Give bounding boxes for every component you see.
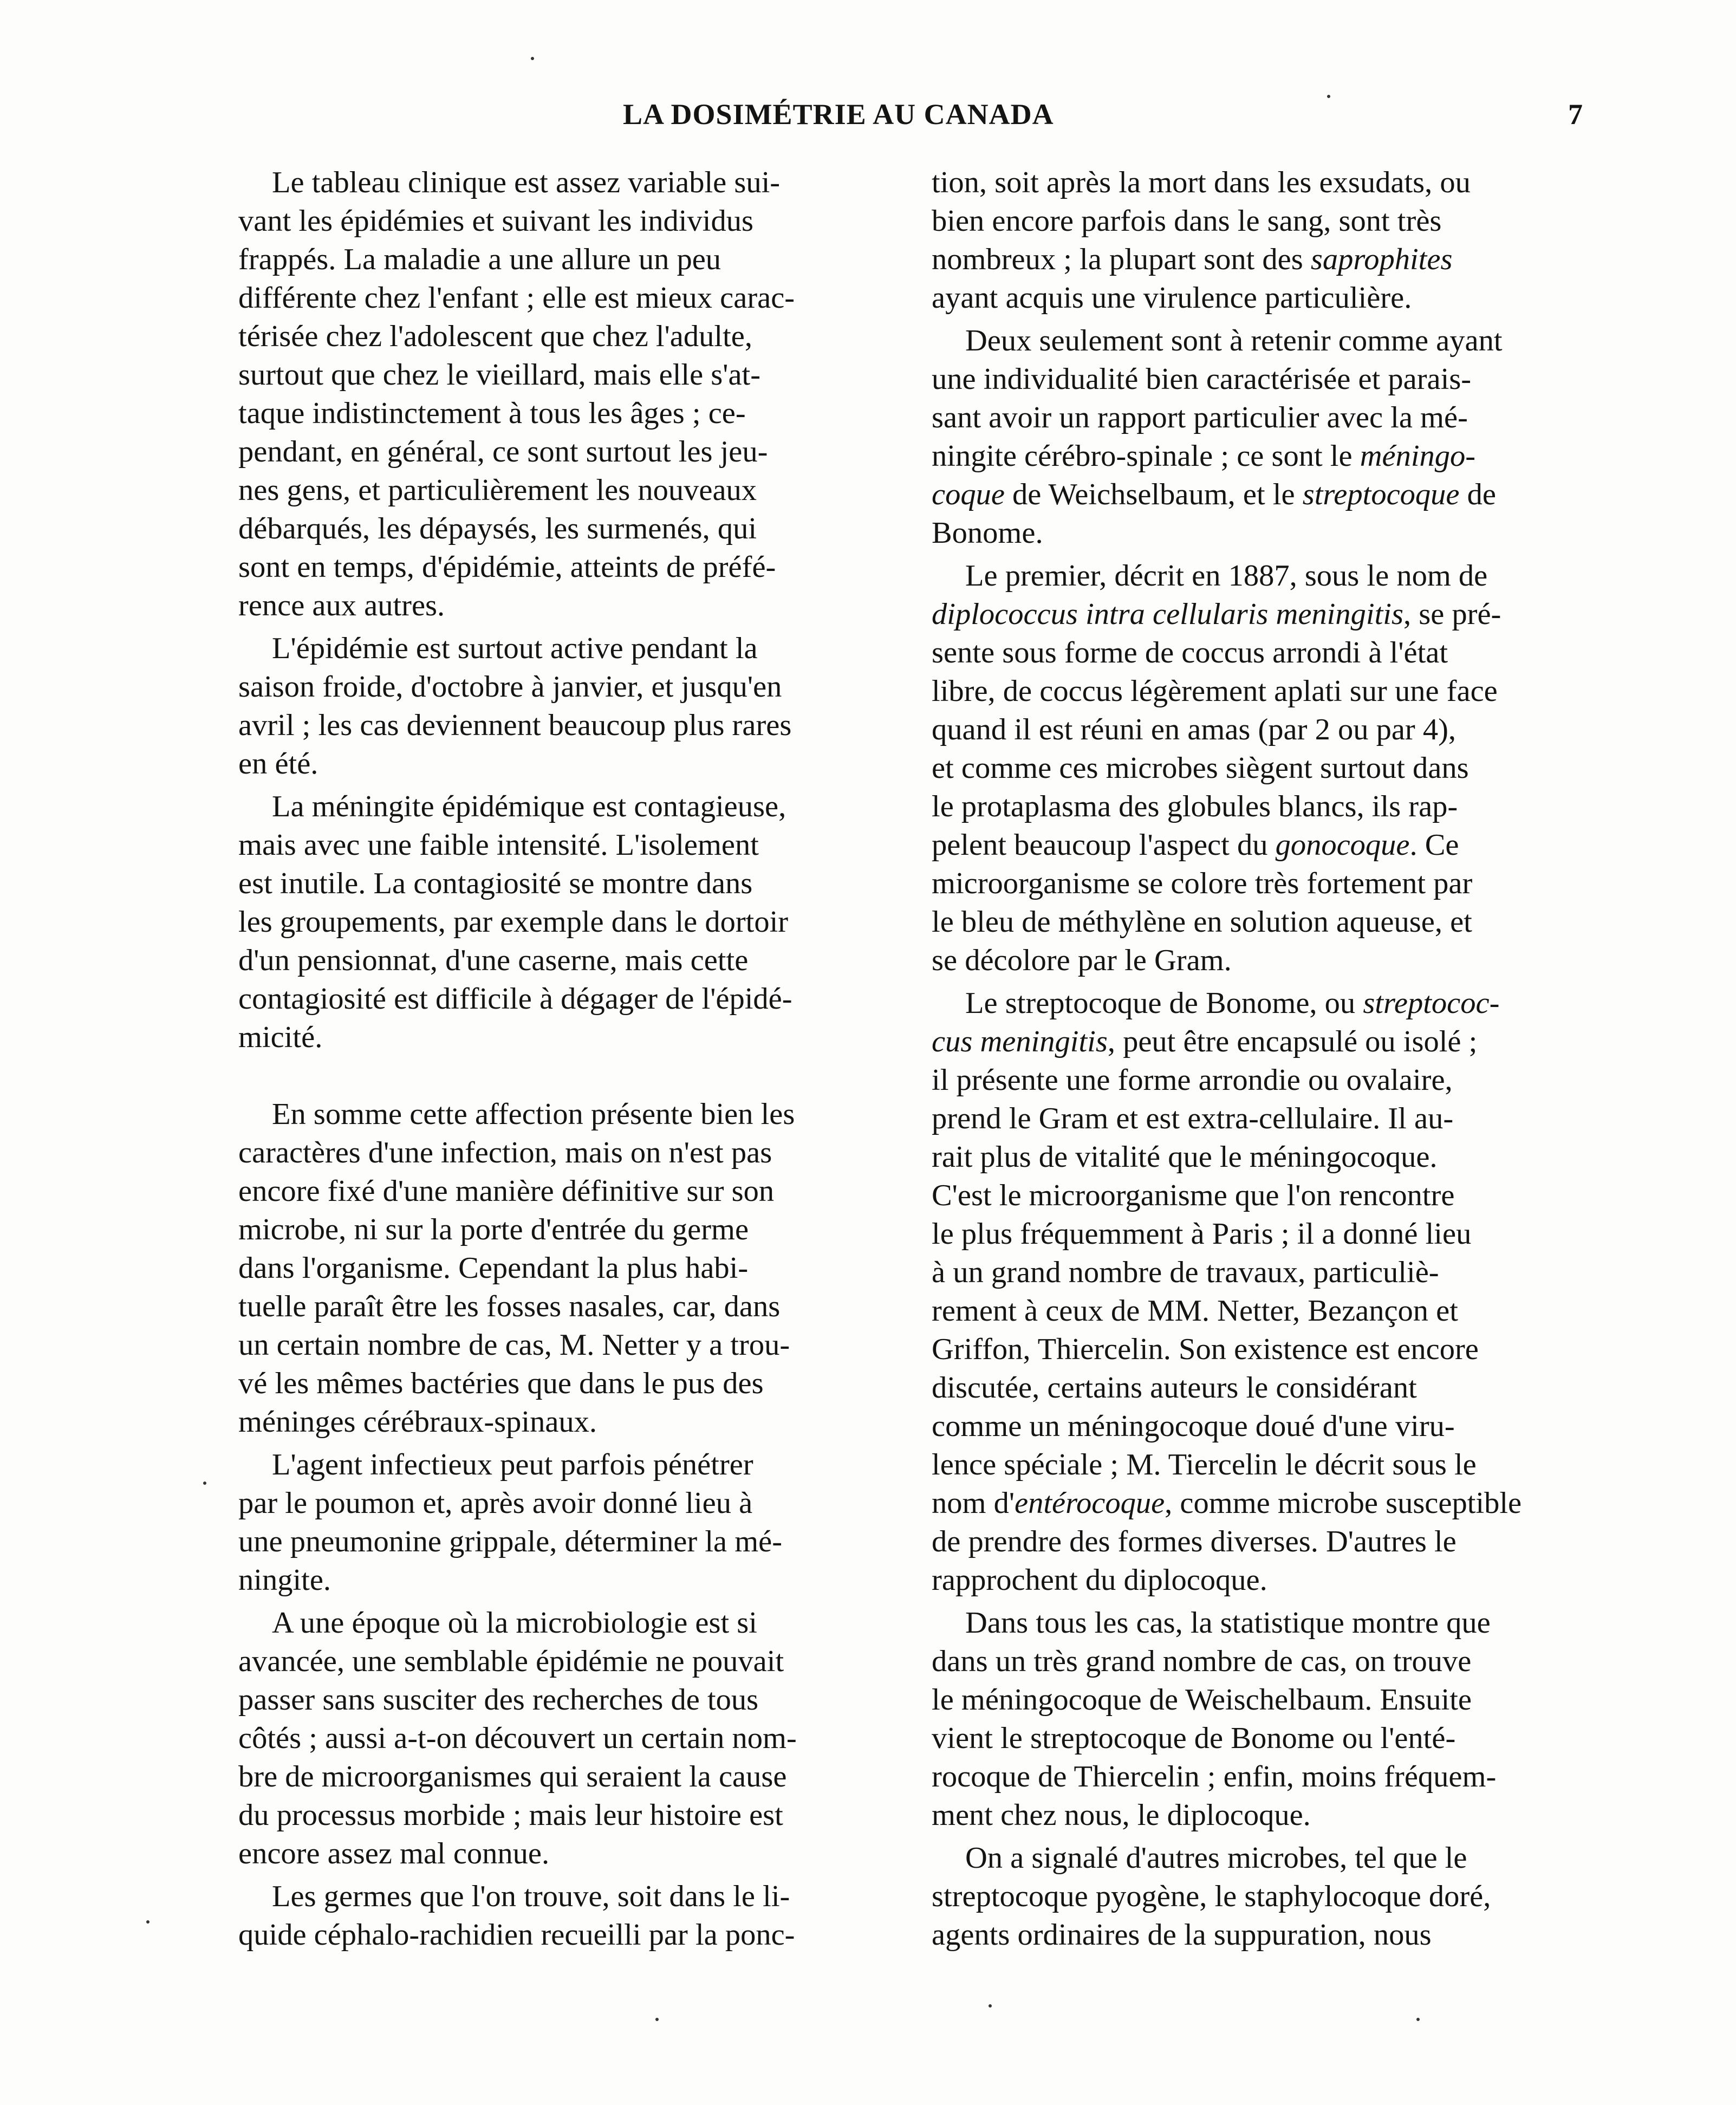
text-line: frappés. La maladie a une allure un peu — [238, 243, 721, 276]
text-line: le plus fréquemment à Paris ; il a donné lieu — [932, 1217, 1472, 1251]
text-line: agents ordinaires de la suppuration, nous — [932, 1918, 1432, 1952]
text-line: une pneumonine grippale, déterminer la mé- — [238, 1525, 783, 1558]
italic-term: diplococcus intra cellularis meningitis — [932, 597, 1403, 631]
text-line: C'est le microorganisme que l'on rencontre — [932, 1179, 1455, 1212]
text-line: dans un très grand nombre de cas, on trouve — [932, 1645, 1472, 1678]
text-line: Deux seulement sont à retenir comme ayant — [965, 324, 1503, 358]
text-run: de Weichselbaum, et le — [1004, 478, 1303, 511]
text-line: tuelle paraît être les fosses nasales, car, dans — [238, 1290, 781, 1323]
text-line: discutée, certains auteurs le considérant — [932, 1371, 1417, 1405]
text-line: Bonome. — [932, 516, 1043, 550]
running-head: LA DOSIMÉTRIE AU CANADA — [623, 98, 1054, 131]
text-line: d'un pensionnat, d'une caserne, mais cette — [238, 944, 749, 977]
right-column — [932, 164, 1586, 1954]
italic-term: saprophites — [1310, 243, 1453, 276]
text-line: vient le streptocoque de Bonome ou l'enté- — [932, 1721, 1456, 1755]
text-line — [932, 437, 1586, 476]
text-line: microorganisme se colore très fortement par — [932, 867, 1473, 900]
text-line: saison froide, d'octobre à janvier, et jusqu'en — [238, 670, 782, 704]
text-line: En somme cette affection présente bien les — [272, 1097, 795, 1131]
scan-speck — [655, 2018, 659, 2021]
text-run: , comme microbe susceptible — [1165, 1486, 1522, 1520]
text-run: , peut être encapsulé ou isolé ; — [1107, 1025, 1478, 1058]
text-line: Griffon, Thiercelin. Son existence est encore — [932, 1333, 1479, 1366]
text-line — [932, 241, 1586, 279]
text-line: avril ; les cas deviennent beaucoup plus rares — [238, 709, 792, 742]
italic-term: coque — [932, 478, 1005, 511]
scan-speck — [146, 1920, 149, 1924]
text-line — [932, 1023, 1586, 1061]
text-line: rait plus de vitalité que le méningocoque. — [932, 1140, 1438, 1174]
page-number: 7 — [1568, 98, 1583, 131]
text-line: en été. — [238, 747, 318, 781]
text-line: le bleu de méthylène en solution aqueuse, et — [932, 905, 1472, 939]
text-line: est inutile. La contagiosité se montre dans — [238, 867, 753, 900]
text-line: vé les mêmes bactéries que dans le pus des — [238, 1367, 764, 1400]
text-line: L'épidémie est surtout active pendant la — [272, 632, 758, 665]
text-line: encore fixé d'une manière définitive sur son — [238, 1174, 775, 1208]
text-line: côtés ; aussi a-t-on découvert un certain nom- — [238, 1721, 797, 1755]
scan-speck — [203, 1482, 206, 1485]
text-line: méninges cérébraux-spinaux. — [238, 1405, 597, 1439]
text-run: Le streptocoque de Bonome, ou — [965, 986, 1363, 1020]
text-line: rement à ceux de MM. Netter, Bezançon et — [932, 1294, 1458, 1328]
text-run: pelent beaucoup l'aspect du — [932, 828, 1276, 862]
text-line: rence aux autres. — [238, 589, 445, 622]
text-line: encore assez mal connue. — [238, 1837, 550, 1870]
text-line: A une époque où la microbiologie est si — [272, 1606, 757, 1640]
text-line: contagiosité est difficile à dégager de l'épidé- — [238, 982, 792, 1016]
text-line: le protaplasma des globules blancs, ils rap- — [932, 790, 1458, 823]
text-line: débarqués, les dépaysés, les surmenés, qui — [238, 512, 757, 545]
text-line: mais avec une faible intensité. L'isolement — [238, 828, 759, 862]
text-line: nes gens, et particulièrement les nouveaux — [238, 473, 757, 507]
text-line: passer sans susciter des recherches de tous — [238, 1683, 759, 1717]
text-run: nom d' — [932, 1486, 1015, 1520]
text-line: de prendre des formes diverses. D'autres le — [932, 1525, 1457, 1558]
italic-term: streptococ- — [1363, 986, 1500, 1020]
text-line: streptocoque pyogène, le staphylocoque doré, — [932, 1880, 1491, 1913]
text-line: différente chez l'enfant ; elle est mieux carac- — [238, 281, 795, 315]
text-line: le méningocoque de Weischelbaum. Ensuite — [932, 1683, 1472, 1717]
text-run: . Ce — [1409, 828, 1459, 862]
text-line: térisée chez l'adolescent que chez l'adulte, — [238, 320, 752, 353]
italic-term: streptocoque — [1302, 478, 1460, 511]
text-line: bien encore parfois dans le sang, sont très — [932, 204, 1442, 238]
text-line: Le premier, décrit en 1887, sous le nom de — [965, 559, 1488, 593]
text-line — [932, 1484, 1586, 1523]
scan-speck — [531, 57, 534, 60]
scan-speck — [989, 2004, 992, 2007]
text-line: bre de microorganismes qui seraient la cause — [238, 1760, 787, 1794]
text-line: et comme ces microbes siègent surtout dans — [932, 751, 1469, 785]
text-line: libre, de coccus légèrement aplati sur une face — [932, 674, 1498, 708]
text-run: , se pré- — [1403, 597, 1501, 631]
text-line: micité. — [238, 1021, 323, 1054]
text-line: un certain nombre de cas, M. Netter y a trou- — [238, 1328, 790, 1362]
text-line: ayant acquis une virulence particulière. — [932, 281, 1412, 315]
text-line: caractères d'une infection, mais on n'est pas — [238, 1136, 772, 1170]
text-line: quide céphalo-rachidien recueilli par la ponc- — [238, 1918, 795, 1952]
text-line — [932, 595, 1586, 634]
left-column — [238, 164, 893, 1954]
text-line: sente sous forme de coccus arrondi à l'état — [932, 636, 1448, 670]
text-line: avancée, une semblable épidémie ne pouvait — [238, 1645, 784, 1678]
scan-speck — [1416, 2018, 1420, 2021]
text-line: une individualité bien caractérisée et parais- — [932, 362, 1472, 396]
text-line: comme un méningocoque doué d'une viru- — [932, 1409, 1455, 1443]
text-line: dans l'organisme. Cependant la plus habi- — [238, 1251, 749, 1285]
scan-speck — [1327, 95, 1330, 98]
italic-term: cus meningitis — [932, 1025, 1108, 1058]
text-line: vant les épidémies et suivant les individus — [238, 204, 753, 238]
text-run: de — [1459, 478, 1496, 511]
text-line: surtout que chez le vieillard, mais elle s'at- — [238, 358, 761, 392]
text-line: tion, soit après la mort dans les exsudats, ou — [932, 166, 1471, 199]
text-line: sant avoir un rapport particulier avec la mé- — [932, 401, 1468, 434]
text-line: sont en temps, d'épidémie, atteints de préfé- — [238, 550, 776, 584]
text-line: ningite. — [238, 1563, 331, 1597]
italic-term: gonocoque — [1275, 828, 1410, 862]
text-line: Le tableau clinique est assez variable sui- — [272, 166, 781, 199]
text-line: La méningite épidémique est contagieuse, — [272, 790, 786, 823]
text-line: se décolore par le Gram. — [932, 944, 1232, 977]
text-line: il présente une forme arrondie ou ovalaire, — [932, 1063, 1453, 1097]
text-line: Les germes que l'on trouve, soit dans le li- — [272, 1880, 790, 1913]
text-line: microbe, ni sur la porte d'entrée du germe — [238, 1213, 749, 1246]
text-line: quand il est réuni en amas (par 2 ou par 4), — [932, 713, 1457, 746]
text-run: nombreux ; la plupart sont des — [932, 243, 1311, 276]
text-line: On a signalé d'autres microbes, tel que le — [965, 1841, 1467, 1875]
text-line: lence spéciale ; M. Tiercelin le décrit sous le — [932, 1448, 1477, 1482]
text-run: ningite cérébro-spinale ; ce sont le — [932, 439, 1360, 473]
text-line: les groupements, par exemple dans le dortoir — [238, 905, 789, 939]
text-line — [932, 984, 1586, 1023]
italic-term: entérocoque — [1015, 1486, 1165, 1520]
text-line: ment chez nous, le diplocoque. — [932, 1798, 1311, 1832]
italic-term: méningo- — [1360, 439, 1476, 473]
text-line: pendant, en général, ce sont surtout les jeu- — [238, 435, 768, 469]
text-line — [932, 826, 1586, 865]
text-line: prend le Gram et est extra-cellulaire. Il au- — [932, 1102, 1454, 1135]
text-line: à un grand nombre de travaux, particuliè- — [932, 1256, 1439, 1289]
text-line: du processus morbide ; mais leur histoire est — [238, 1798, 783, 1832]
text-line: rapprochent du diplocoque. — [932, 1563, 1267, 1597]
text-line: rocoque de Thiercelin ; enfin, moins fréquem- — [932, 1760, 1497, 1794]
text-line: par le poumon et, après avoir donné lieu à — [238, 1486, 753, 1520]
text-line: L'agent infectieux peut parfois pénétrer — [272, 1448, 753, 1482]
text-line: taque indistinctement à tous les âges ; ce- — [238, 397, 746, 430]
text-line — [932, 476, 1586, 514]
text-line: Dans tous les cas, la statistique montre que — [965, 1606, 1491, 1640]
